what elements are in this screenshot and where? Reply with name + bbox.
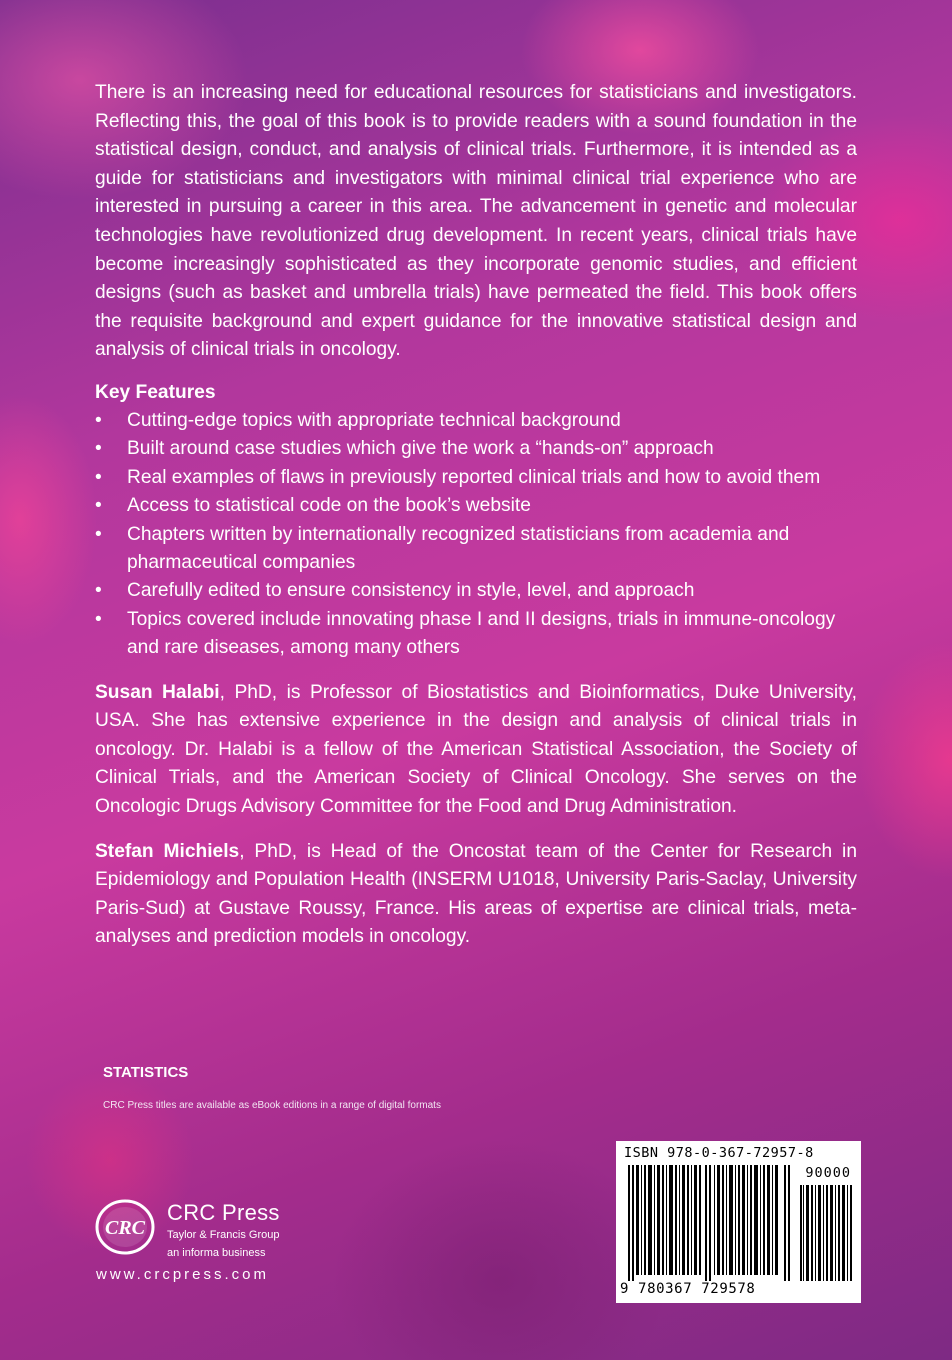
- publisher-tagline: an informa business: [167, 1247, 266, 1259]
- isbn-label: ISBN 978-0-367-72957-8: [624, 1145, 814, 1161]
- ean-digits: 9 780367 729578: [620, 1281, 756, 1297]
- publisher-website[interactable]: www.crcpress.com: [96, 1266, 270, 1283]
- bullet-icon: •: [95, 466, 102, 488]
- feature-text: Cutting-edge topics with appropriate technical background: [127, 409, 621, 431]
- feature-text: Real examples of flaws in previously reported clinical trials and how to avoid them: [127, 466, 821, 488]
- bullet-icon: •: [95, 608, 102, 630]
- book-description: There is an increasing need for educational resources for statisticians and investigators. Reflecting this, the goal of this book is to provide readers with a sound foundation in the statistical design, conduct, and analysis of clinical trials. Furthermore, it is intended as a guide for statisticians and investigators with minimal clinical trial experience who are interested in pursuing a career in this area. The advancement in genetic and molecular technologies have revolutionized drug development. In recent years, clinical trials have become increasingly sophisticated as they incorporate genomic studies, and efficient designs (such as basket and umbrella trials) have permeated the field. This book offers the requisite background and expert guidance for the innovative statistical design and analysis of clinical trials in oncology.: [95, 82, 857, 361]
- author-bio-halabi: [95, 679, 857, 822]
- price-code: 90000: [805, 1165, 851, 1181]
- author-name: Stefan Michiels: [95, 840, 240, 862]
- text-column: [95, 79, 857, 952]
- list-item: [95, 521, 857, 578]
- list-item: [95, 435, 857, 463]
- feature-text: Carefully edited to ensure consistency in style, level, and approach: [127, 580, 695, 602]
- feature-text: Access to statistical code on the book’s website: [127, 495, 531, 517]
- key-features-heading: Key Features: [95, 381, 216, 403]
- bullet-icon: •: [95, 580, 102, 602]
- bullet-icon: •: [95, 438, 102, 460]
- logo-text: CRC: [104, 1217, 146, 1239]
- list-item: [95, 492, 857, 520]
- author-bio-text: , PhD, is Professor of Biostatistics and Bioinformatics, Duke University, USA. She has extensive experience in the design and analysis of clinical trials in oncology. Dr. Halabi is a fellow of the American Statistical Association, the Society of Clinical Trials, and the American Society of Clinical Oncology. She serves on the Oncologic Drugs Advisory Committee for the Food and Drug Administration.: [95, 681, 857, 817]
- feature-text: Chapters written by internationally recognized statisticians from academia and pharmaceutical companies: [127, 523, 790, 573]
- subject-category: STATISTICS: [103, 1064, 189, 1081]
- ebook-note: CRC Press titles are available as eBook editions in a range of digital formats: [103, 1100, 441, 1111]
- isbn-barcode: [616, 1141, 861, 1303]
- publisher-logo: [95, 1196, 355, 1259]
- key-features-list: [95, 407, 857, 663]
- author-bio-text: , PhD, is Head of the Oncostat team of the Center for Research in Epidemiology and Population Health (INSERM U1018, University Paris-Saclay, University Paris-Sud) at Gustave Roussy, France. His areas of expertise are clinical trials, meta-analyses and prediction models in oncology.: [95, 840, 857, 948]
- feature-text: Built around case studies which give the work a “hands-on” approach: [127, 438, 714, 460]
- list-item: [95, 606, 857, 663]
- author-bio-michiels: [95, 838, 857, 952]
- price-addon-bars-icon: [800, 1185, 852, 1281]
- list-item: [95, 577, 857, 605]
- bullet-icon: •: [95, 523, 102, 545]
- publisher-group: Taylor & Francis Group: [167, 1229, 280, 1241]
- list-item: [95, 464, 857, 492]
- publisher-name: CRC Press: [167, 1200, 280, 1225]
- list-item: [95, 407, 857, 435]
- bullet-icon: •: [95, 409, 102, 431]
- feature-text: Topics covered include innovating phase I and II designs, trials in immune-oncology and rare diseases, among many others: [127, 608, 836, 659]
- crc-logo-icon: [95, 1199, 155, 1255]
- barcode-bars-icon: [628, 1165, 790, 1281]
- bullet-icon: •: [95, 495, 102, 517]
- author-name: Susan Halabi: [95, 681, 220, 703]
